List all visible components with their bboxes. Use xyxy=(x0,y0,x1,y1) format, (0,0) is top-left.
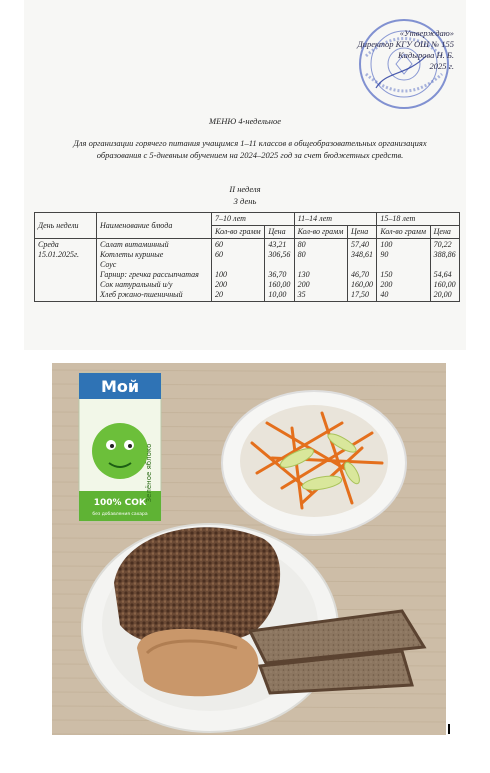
dish-name: Сок натуральный и/у xyxy=(100,280,173,289)
juice-flavor: Зелёное яблоко xyxy=(145,443,153,503)
day-cell: Среда 15.01.2025г. xyxy=(35,239,97,302)
age-group-header: 11–14 лет xyxy=(294,213,377,226)
juice-label: 100% СОК xyxy=(93,498,147,508)
juice-box xyxy=(79,373,161,521)
qty-value xyxy=(215,260,261,270)
text-cursor xyxy=(448,724,450,734)
qty-value: 200 xyxy=(297,280,310,289)
price-value: 43,21 xyxy=(268,240,287,249)
dish-name: Гарнир: гречка рассыпчатая xyxy=(100,270,199,279)
qty-value: 200 xyxy=(215,280,227,289)
qty-header: Кол-во грамм xyxy=(294,226,347,239)
dish-name: Котлеты куриные xyxy=(100,250,164,259)
price-value: 46,70 xyxy=(350,270,369,279)
price-value: 388,86 xyxy=(433,250,456,259)
age-group-header: 15–18 лет xyxy=(377,213,460,226)
price-value: 17,50 xyxy=(350,290,369,299)
week-label: II неделя xyxy=(229,184,261,194)
meal-photo xyxy=(52,363,446,735)
price-header: Цена xyxy=(347,226,376,239)
price-value: 57,40 xyxy=(350,240,369,249)
age-group-header: 7–10 лет xyxy=(212,213,295,226)
juice-brand: Мой xyxy=(100,377,140,396)
price-value: 54,64 xyxy=(433,270,452,279)
salad-bowl xyxy=(222,391,406,535)
menu-table xyxy=(34,212,460,302)
approval-position: Директор КГУ ОШ № 155 xyxy=(357,39,454,49)
price-value: 348,61 xyxy=(350,250,373,259)
qty-value xyxy=(298,260,344,270)
price-cell xyxy=(430,239,459,302)
price-header: Цена xyxy=(265,226,294,239)
price-value xyxy=(268,260,290,270)
qty-value: 150 xyxy=(380,270,393,279)
approval-date: 2025 г. xyxy=(429,61,454,71)
dish-name: Хлеб ржано-пшеничный xyxy=(100,290,183,299)
dish-list-cell xyxy=(97,239,212,302)
dish-name: Соус xyxy=(100,260,117,269)
price-value: 20,00 xyxy=(433,290,452,299)
menu-subtitle: Для организации горячего питания учащимся 1–11 классов в общеобразовательных организациях образования с 5-дневным обучением на 2024–2025 год за счет бюджетных средств. xyxy=(73,138,427,160)
price-value: 10,00 xyxy=(268,290,287,299)
col-day-header: День недели xyxy=(35,213,97,239)
price-value: 306,56 xyxy=(268,250,291,259)
qty-value: 200 xyxy=(380,280,393,289)
approval-name: Кадырова Н. Б. xyxy=(398,50,454,60)
qty-value: 35 xyxy=(297,290,306,299)
qty-value: 60 xyxy=(215,240,223,249)
price-value: 36,70 xyxy=(268,270,287,279)
col-dish-header: Наименование блюда xyxy=(97,213,212,239)
menu-title: МЕНЮ 4-недельное xyxy=(209,116,281,126)
price-value xyxy=(434,260,456,270)
qty-value: 20 xyxy=(215,290,223,299)
dish-name: Салат витаминный xyxy=(100,240,169,249)
qty-value xyxy=(380,260,426,270)
price-cell xyxy=(265,239,294,302)
price-value: 160,00 xyxy=(268,280,291,289)
qty-cell xyxy=(377,239,430,302)
approval-title: «Утверждаю» xyxy=(399,28,454,38)
price-value: 160,00 xyxy=(433,280,456,289)
qty-cell xyxy=(294,239,347,302)
price-cell xyxy=(347,239,376,302)
qty-value: 60 xyxy=(215,250,223,259)
qty-value: 90 xyxy=(380,250,389,259)
menu-document xyxy=(24,0,466,350)
qty-value: 130 xyxy=(297,270,310,279)
table-header-row xyxy=(35,213,460,226)
qty-header: Кол-во грамм xyxy=(377,226,430,239)
qty-value: 100 xyxy=(380,240,393,249)
juice-note: без добавления сахара xyxy=(92,512,148,517)
price-value: 70,22 xyxy=(433,240,452,249)
price-header: Цена xyxy=(430,226,459,239)
qty-value: 80 xyxy=(297,250,306,259)
qty-header: Кол-во грамм xyxy=(212,226,265,239)
qty-value: 80 xyxy=(297,240,306,249)
price-value: 160,00 xyxy=(350,280,373,289)
qty-value: 40 xyxy=(380,290,389,299)
qty-cell xyxy=(212,239,265,302)
day-label: 3 день xyxy=(233,196,257,206)
qty-value: 100 xyxy=(215,270,227,279)
approval-block xyxy=(357,28,454,72)
meal-illustration xyxy=(52,363,446,735)
table-row xyxy=(35,239,460,302)
price-value xyxy=(351,260,373,270)
week-day-heading xyxy=(24,183,466,207)
